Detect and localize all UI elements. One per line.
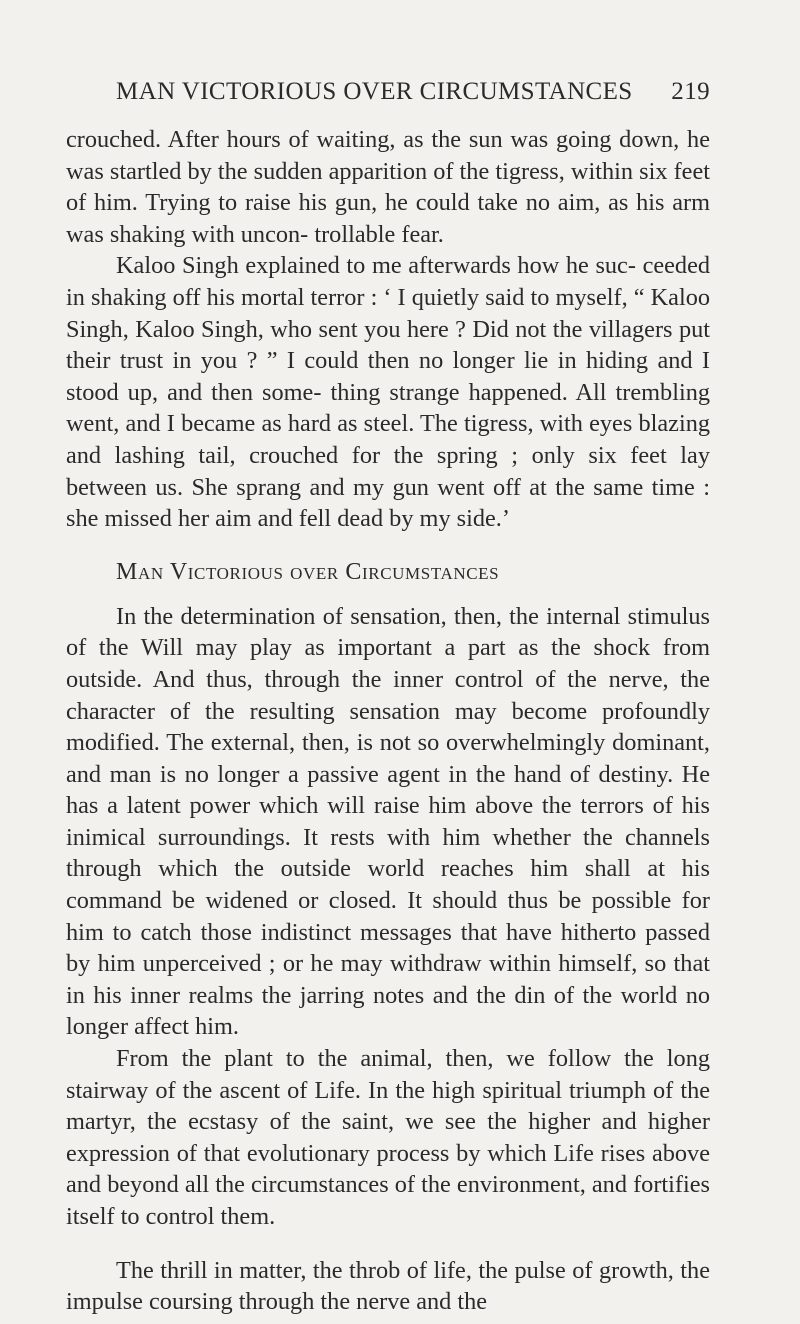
running-head: [116, 78, 710, 114]
page-number: 219: [671, 78, 710, 105]
running-title: MAN VICTORIOUS OVER CIRCUMSTANCES: [116, 78, 633, 105]
section-heading: Man Victorious over Circumstances: [116, 558, 500, 585]
paragraph: crouched. After hours of waiting, as the sun was going down, he was startled by the sudden apparition of the tigress, within six feet of him. Trying to raise his gun, he could take no aim, as his arm was shaking with uncon- trollable fear.: [66, 126, 710, 248]
paragraph: From the plant to the animal, then, we follow the long stairway of the ascent of Life. In the high spiritual triumph of the martyr, the ecstasy of the saint, we see the higher and higher expression of that evolutionary process by which Life rises above and beyond all the circumstances of the environment, and fortifies itself to control them.: [66, 1045, 710, 1230]
paragraph: Kaloo Singh explained to me afterwards how he suc- ceeded in shaking off his mortal terror : ‘ I quietly said to myself, “ Kaloo Singh, Kaloo Singh, who sent you here ? Did not the villagers put their trust in you ? ” I could then no longer lie in hiding and I stood up, and then some- thing strange happened. All trembling went, and I became as hard as steel. The tigress, with eyes blazing and lashing tail, crouched for the spring ; only six feet lay between us. She sprang and my gun went off at the same time : she missed her aim and fell dead by my side.’: [66, 252, 710, 533]
paragraph: The thrill in matter, the throb of life, the pulse of growth, the impulse coursing through the nerve and the: [66, 1256, 710, 1316]
body-text: [66, 124, 710, 1318]
paragraph: In the determination of sensation, then, the internal stimulus of the Will may play as important a part as the shock from outside. And thus, through the inner control of the nerve, the character of the resulting sensation may become profoundly modified. The external, then, is not so overwhelmingly dominant, and man is no longer a passive agent in the hand of destiny. He has a latent power which will raise him above the terrors of his inimical surroundings. It rests with him whether the channels through which the outside world reaches him shall at his command be widened or closed. It should thus be possible for him to catch those indistinct messages that have hitherto passed by him unperceived ; or he may withdraw within himself, so that in his inner realms the jarring notes and the din of the world no longer affect him.: [66, 602, 710, 1041]
